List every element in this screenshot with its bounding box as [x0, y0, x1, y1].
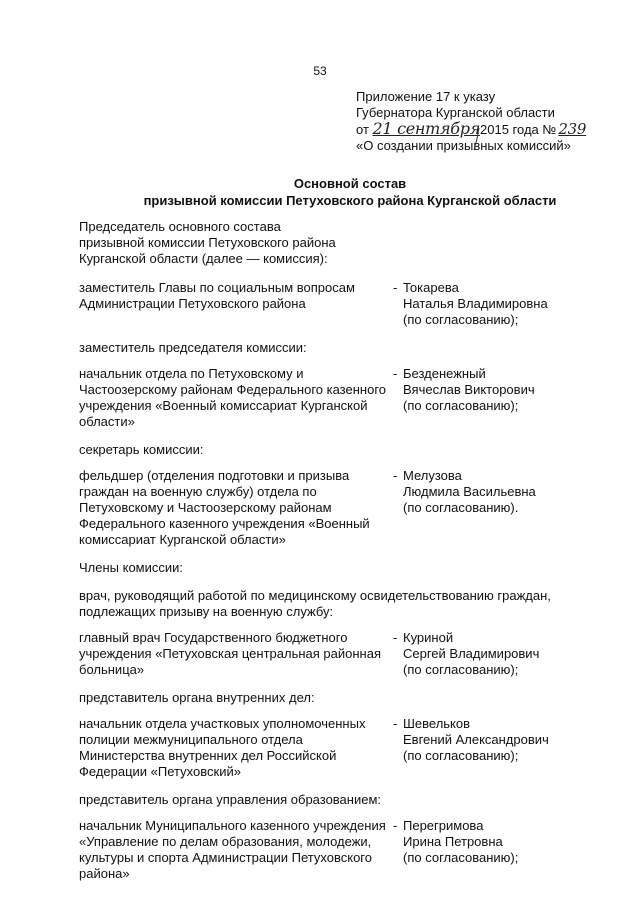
member-note: (по согласованию). — [403, 500, 519, 515]
position-line: Министерства внутренних дел Российской — [79, 748, 337, 763]
member-note: (по согласованию); — [403, 398, 519, 413]
member-surname: Шевельков — [403, 716, 471, 731]
member-person — [393, 630, 569, 678]
handwritten-date: 21 сентября — [372, 119, 481, 138]
section-heading: Члены комиссии: — [79, 560, 184, 575]
attachment-line-1: Приложение 17 к указу — [356, 89, 496, 104]
position-line: фельдшер (отделения подготовки и призыва — [79, 468, 350, 483]
chairman-line-2: призывной комиссии Петуховского района — [79, 235, 336, 250]
handwritten-number: 239 — [558, 120, 587, 138]
member-person — [393, 716, 569, 780]
dash-separator: - — [393, 716, 398, 731]
chairman-block — [79, 219, 569, 267]
position-line: Петуховскому и Частоозерскому районам — [79, 500, 332, 515]
position-line: комиссариат Курганской области» — [79, 532, 286, 547]
dash-separator: - — [393, 468, 398, 483]
member-note: (по согласованию); — [403, 850, 519, 865]
position-line: Федерации «Петуховский» — [79, 764, 241, 779]
member-person — [393, 280, 569, 328]
position-line: больница» — [79, 662, 145, 677]
member-position — [79, 818, 393, 882]
member-name: Людмила Васильевна — [403, 484, 536, 499]
member-name: Вячеслав Викторович — [403, 382, 535, 397]
dash-separator: - — [393, 818, 398, 833]
position-line: начальник отдела по Петуховскому и — [79, 366, 304, 381]
member-name: Сергей Владимирович — [403, 646, 540, 661]
member-person — [393, 468, 569, 548]
attachment-line-4: «О создании призывных комиссий» — [356, 138, 571, 153]
signature-stroke — [470, 127, 484, 151]
member-note: (по согласованию); — [403, 662, 519, 677]
member-position — [79, 366, 393, 430]
section-heading: представитель органа управления образованием: — [79, 792, 382, 807]
section-heading: представитель органа внутренних дел: — [79, 690, 315, 705]
position-line: района» — [79, 866, 130, 881]
member-row — [79, 630, 569, 678]
member-surname: Токарева — [403, 280, 459, 295]
member-surname: Безденежный — [403, 366, 486, 381]
position-line: начальник отдела участковых уполномоченных — [79, 716, 366, 731]
member-note: (по согласованию); — [403, 312, 519, 327]
page-number: 53 — [313, 64, 327, 78]
position-line: главный врач Государственного бюджетного — [79, 630, 348, 645]
position-line: граждан на военную службу) отдела по — [79, 484, 317, 499]
member-row — [79, 366, 569, 430]
attachment-line-2: Губернатора Курганской области — [356, 105, 555, 120]
title-line-1: Основной состав — [293, 176, 407, 191]
member-note: (по согласованию); — [403, 748, 519, 763]
position-line: Администрации Петуховского района — [79, 296, 306, 311]
member-row — [79, 280, 569, 328]
member-name: Наталья Владимировна — [403, 296, 548, 311]
position-line: полиции межмуниципального отдела — [79, 732, 303, 747]
member-position — [79, 716, 393, 780]
position-line: заместитель Главы по социальным вопросам — [79, 280, 355, 295]
attachment-date-prefix: от — [356, 122, 369, 137]
position-line: культуры и спорта Администрации Петуховского — [79, 850, 372, 865]
members-list — [79, 280, 569, 882]
member-row — [79, 468, 569, 548]
section-heading: секретарь комиссии: — [79, 442, 204, 457]
member-surname: Перегримова — [403, 818, 484, 833]
member-position — [79, 468, 393, 548]
position-line: Частоозерскому районам Федерального казенного — [79, 382, 387, 397]
member-surname: Куриной — [403, 630, 454, 645]
member-surname: Мелузова — [403, 468, 462, 483]
member-position — [79, 280, 393, 328]
member-position — [79, 630, 393, 678]
member-person — [393, 366, 569, 430]
member-row — [79, 716, 569, 780]
position-line: учреждения «Военный комиссариат Курганской — [79, 398, 368, 413]
member-name: Ирина Петровна — [403, 834, 503, 849]
member-person — [393, 818, 569, 882]
chairman-line-3: Курганской области (далее — комиссия): — [79, 251, 328, 266]
document-title — [120, 175, 580, 209]
section-heading: врач, руководящий работой по медицинскому освидетельствованию граждан, подлежащих призыву на военную службу: — [79, 588, 551, 619]
dash-separator: - — [393, 366, 398, 381]
attachment-year: 2015 года № — [480, 122, 557, 137]
chairman-line-1: Председатель основного состава — [79, 219, 281, 234]
position-line: «Управление по делам образования, молодежи, — [79, 834, 372, 849]
position-line: учреждения «Петуховская центральная районная — [79, 646, 381, 661]
commission-list — [79, 219, 569, 882]
position-line: области» — [79, 414, 135, 429]
dash-separator: - — [393, 630, 398, 645]
member-row — [79, 818, 569, 882]
dash-separator: - — [393, 280, 398, 295]
title-line-2: призывной комиссии Петуховского района Курганской области — [143, 193, 557, 208]
position-line: начальник Муниципального казенного учреждения — [79, 818, 386, 833]
position-line: Федерального казенного учреждения «Военный — [79, 516, 370, 531]
member-name: Евгений Александрович — [403, 732, 549, 747]
section-heading: заместитель председателя комиссии: — [79, 340, 307, 355]
